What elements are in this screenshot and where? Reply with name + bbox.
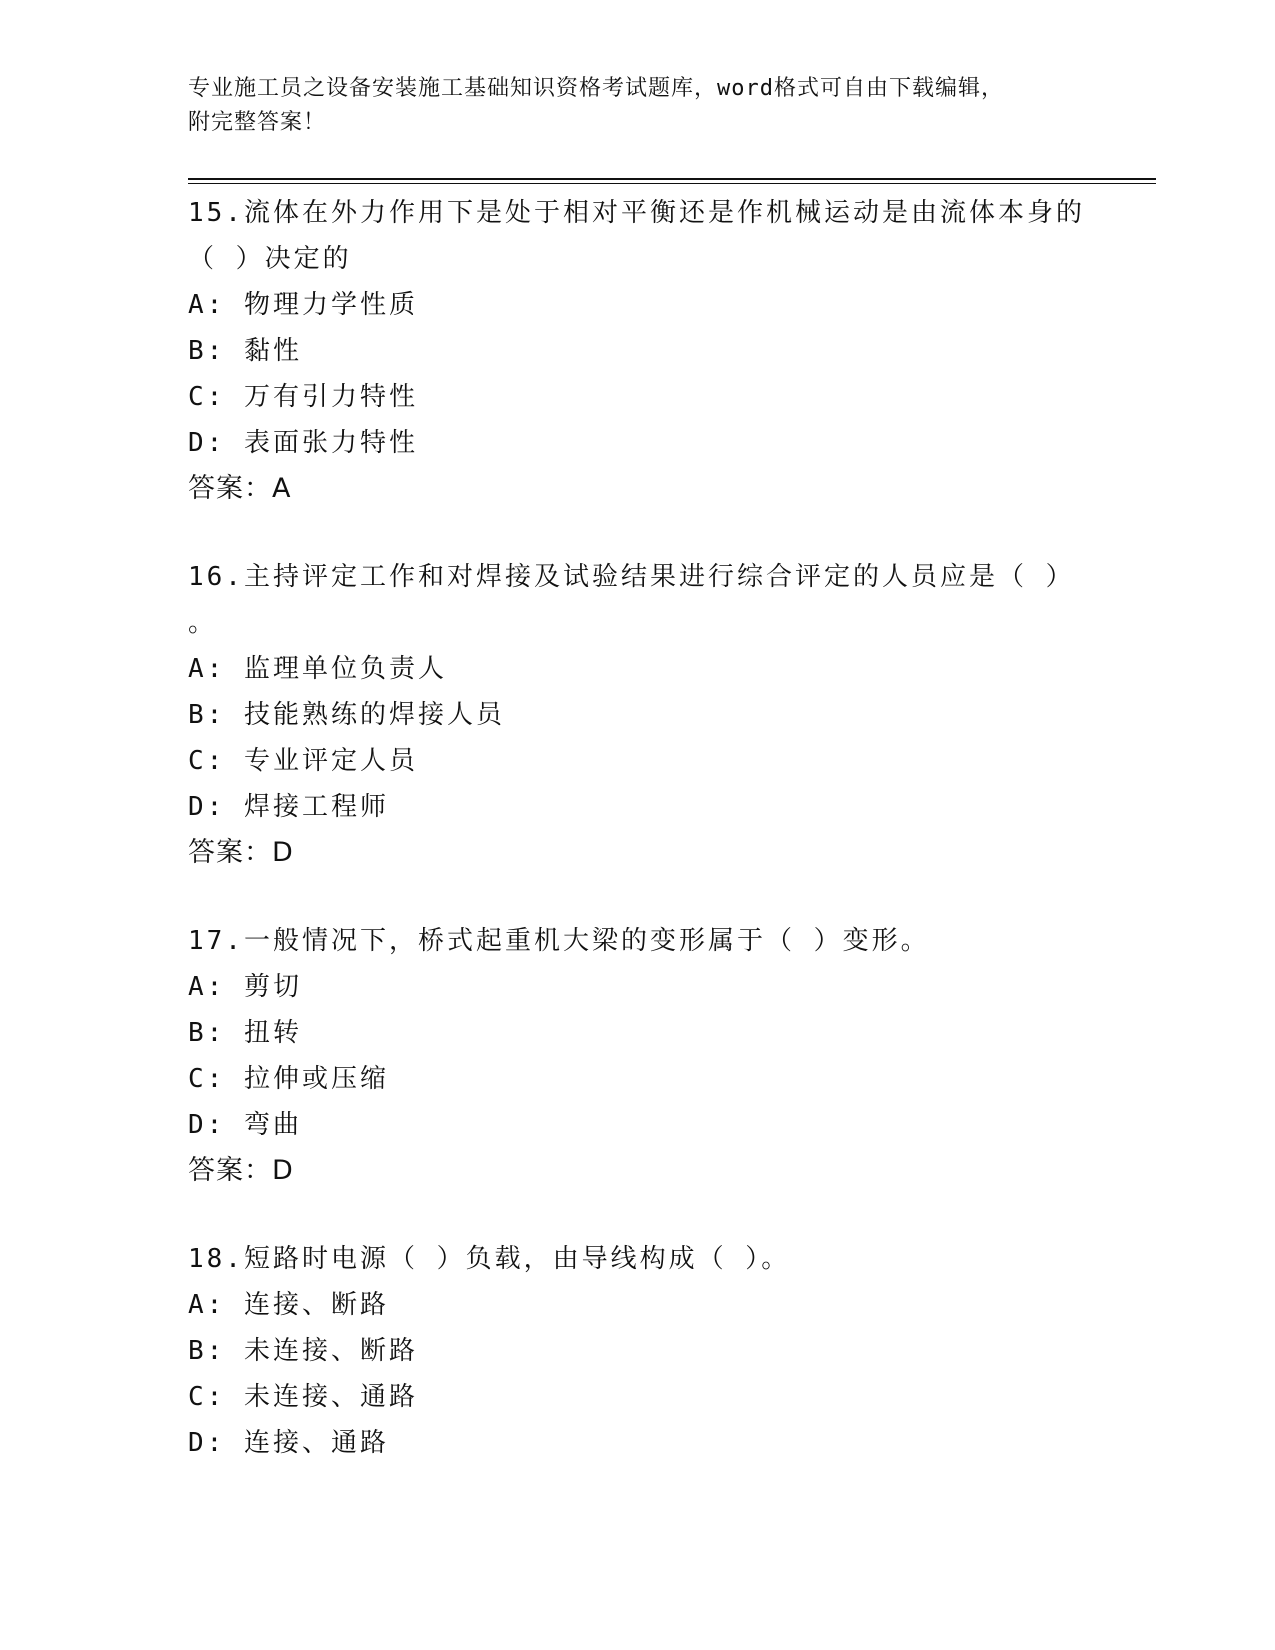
option-d: D: 表面张力特性: [188, 428, 418, 458]
option-d: D: 焊接工程师: [188, 792, 389, 822]
question-list: [188, 190, 1088, 1508]
option-a: A: 连接、断路: [188, 1290, 389, 1320]
header-divider-top: [188, 178, 1156, 180]
option-c: C: 拉伸或压缩: [188, 1064, 389, 1094]
option-d: D: 连接、通路: [188, 1428, 389, 1458]
header-divider-bottom: [188, 183, 1156, 184]
option-a: A: 物理力学性质: [188, 290, 418, 320]
question-stem: 18.短路时电源（ ）负载，由导线构成（ ）。: [188, 1244, 791, 1274]
question-stem: 15.流体在外力作用下是处于相对平衡还是作机械运动是由流体本身的: [188, 198, 1085, 228]
header-line-1: 专业施工员之设备安装施工基础知识资格考试题库，word格式可自由下载编辑，: [188, 76, 1004, 101]
option-b: B: 技能熟练的焊接人员: [188, 700, 505, 730]
option-c: C: 万有引力特性: [188, 382, 418, 412]
header-line-2: 附完整答案！: [188, 110, 327, 135]
question-18: [188, 1236, 1088, 1466]
answer: 答案：A: [188, 473, 292, 504]
question-stem-continued: （ ）决定的: [188, 244, 352, 274]
option-a: A: 监理单位负责人: [188, 654, 447, 684]
option-a: A: 剪切: [188, 972, 302, 1002]
option-b: B: 未连接、断路: [188, 1336, 418, 1366]
question-15: [188, 190, 1088, 512]
question-17: [188, 918, 1088, 1194]
question-16: [188, 554, 1088, 876]
question-stem-continued: 。: [188, 608, 218, 638]
document-header: [188, 72, 1068, 140]
question-stem: 17.一般情况下，桥式起重机大梁的变形属于（ ）变形。: [188, 926, 930, 956]
option-c: C: 专业评定人员: [188, 746, 418, 776]
option-c: C: 未连接、通路: [188, 1382, 418, 1412]
option-d: D: 弯曲: [188, 1110, 302, 1140]
answer: 答案：D: [188, 837, 294, 868]
option-b: B: 黏性: [188, 336, 302, 366]
question-stem: 16.主持评定工作和对焊接及试验结果进行综合评定的人员应是（ ）: [188, 562, 1075, 592]
option-b: B: 扭转: [188, 1018, 302, 1048]
answer: 答案：D: [188, 1155, 294, 1186]
